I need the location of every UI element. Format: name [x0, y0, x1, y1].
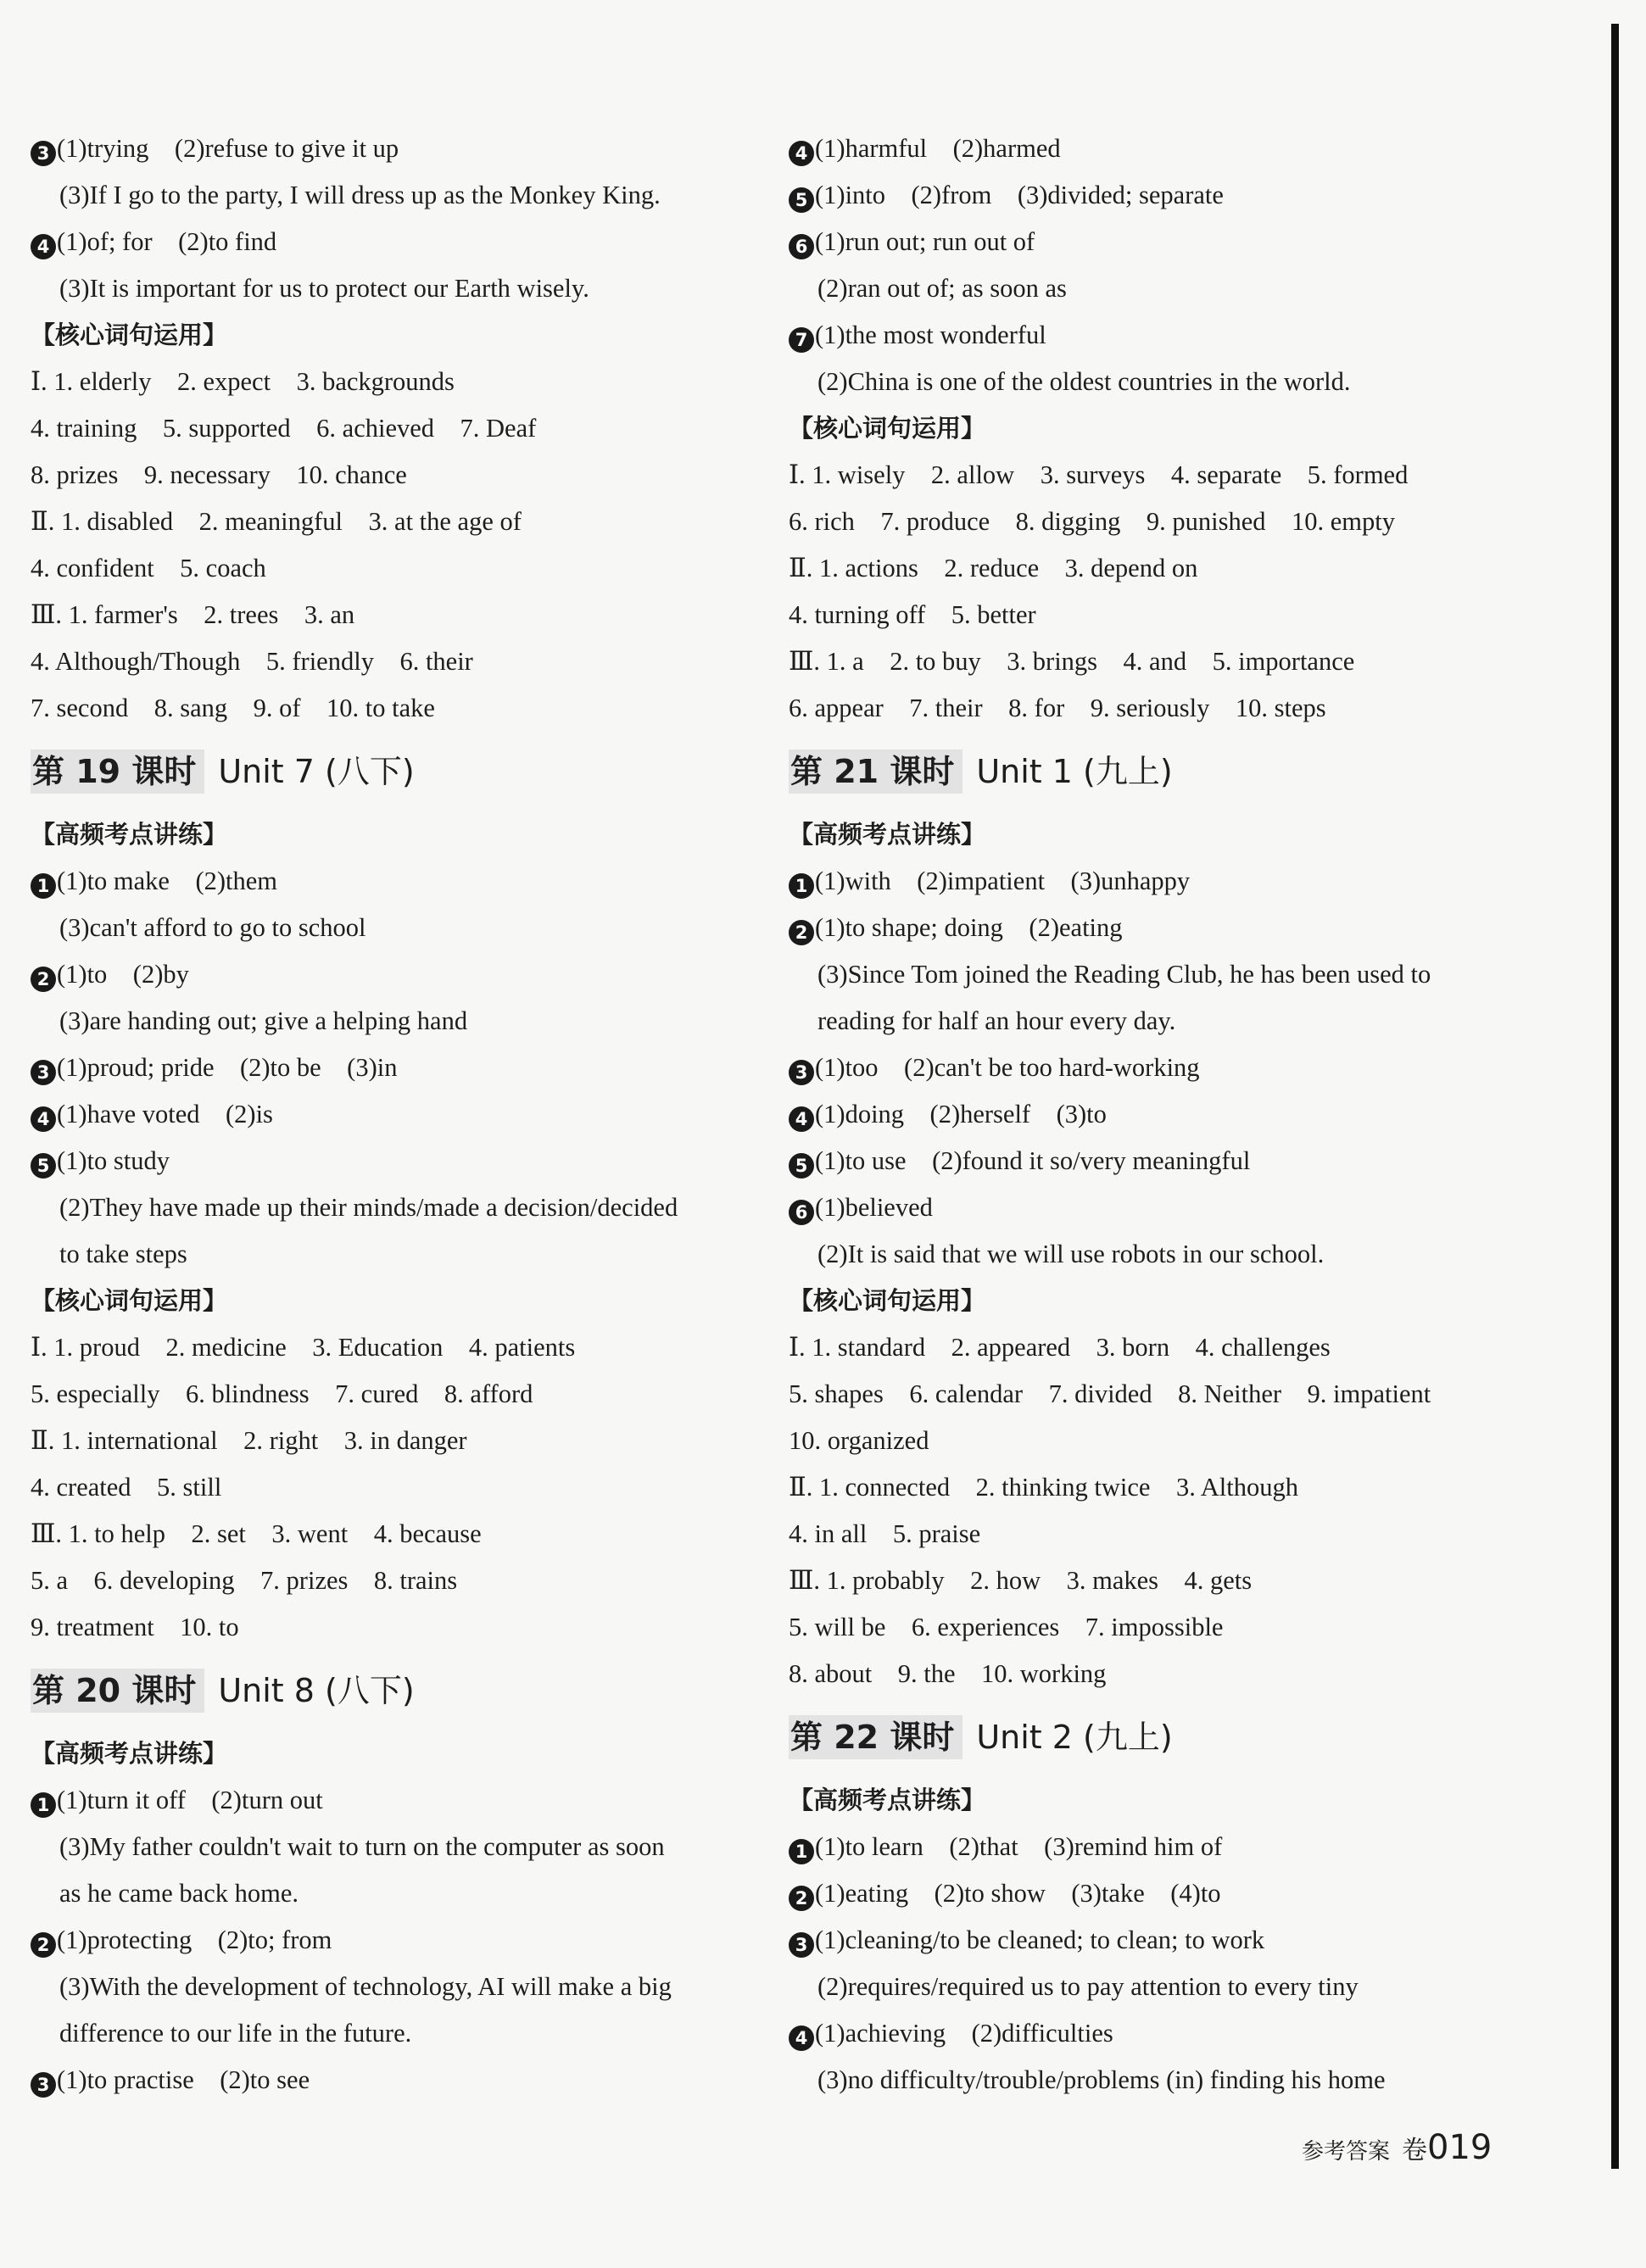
answer-text: (1)to study: [57, 1146, 170, 1175]
answer-line: [31, 172, 777, 219]
item-number-badge: 2: [31, 1932, 56, 1958]
answer-line: [31, 1371, 777, 1418]
answer-line: [31, 1917, 777, 1964]
answer-text: (2)China is one of the oldest countries in the world.: [817, 367, 1351, 396]
answer-line: [789, 1371, 1535, 1418]
answer-line: [789, 2010, 1535, 2057]
answer-line: [31, 1418, 777, 1464]
item-number-badge: 4: [31, 234, 56, 259]
answer-text: 4. turning off 5. better: [789, 600, 1036, 629]
answer-text: (1)into (2)from (3)divided; separate: [815, 181, 1224, 209]
footer-label: 参考答案: [1302, 2139, 1391, 2165]
answer-line: [31, 1464, 777, 1511]
answer-text: Ⅲ. 1. probably 2. how 3. makes 4. gets: [789, 1566, 1253, 1595]
answer-text: (1)to practise (2)to see: [57, 2065, 310, 2094]
answer-line: [31, 1824, 777, 1870]
answer-text: (1)proud; pride (2)to be (3)in: [57, 1053, 398, 1082]
answer-text: (1)trying (2)refuse to give it up: [57, 134, 399, 163]
answer-text: 10. organized: [789, 1426, 929, 1455]
answer-line: [31, 951, 777, 998]
answer-line: [789, 905, 1535, 951]
answer-text: 8. about 9. the 10. working: [789, 1659, 1107, 1688]
answer-text: (3)are handing out; give a helping hand: [59, 1006, 468, 1035]
item-number-badge: 1: [31, 873, 56, 899]
item-number-badge: 5: [789, 1153, 814, 1179]
answer-text: 6. rich 7. produce 8. digging 9. punished 10. empty: [789, 507, 1395, 536]
answer-text: Ⅱ. 1. connected 2. thinking twice 3. Although: [789, 1473, 1298, 1502]
answer-line: [789, 265, 1535, 312]
answer-line: [789, 1604, 1535, 1651]
lesson-number: 第 19 课时: [31, 749, 204, 794]
answer-line: [31, 592, 777, 638]
answer-line: [31, 1184, 777, 1231]
answer-line: [31, 998, 777, 1045]
answer-text: (2)They have made up their minds/made a decision/decided: [59, 1193, 678, 1222]
answer-text: (3)With the development of technology, AI will make a big: [59, 1972, 672, 2001]
section-heading: 【高频考点讲练】: [31, 820, 228, 849]
answer-text: (1)of; for (2)to find: [57, 227, 277, 256]
answer-text: (1)cleaning/to be cleaned; to clean; to work: [815, 1925, 1265, 1954]
lesson-number: 第 20 课时: [31, 1669, 204, 1713]
answer-line: [789, 125, 1535, 172]
answer-line: [789, 858, 1535, 905]
answer-text: (2)It is said that we will use robots in our school.: [817, 1240, 1325, 1268]
answer-line: [31, 405, 777, 452]
answer-text: (1)too (2)can't be too hard-working: [815, 1053, 1200, 1082]
answer-text: (2)requires/required us to pay attention to every tiny: [817, 1972, 1359, 2001]
answer-line: [31, 685, 777, 732]
section-heading: 【核心词句运用】: [31, 320, 228, 349]
answer-line: [31, 265, 777, 312]
item-number-badge: 1: [789, 1839, 814, 1864]
answer-line: [31, 638, 777, 685]
answer-text: (2)ran out of; as soon as: [817, 274, 1067, 303]
answer-text: (1)to use (2)found it so/very meaningful: [815, 1146, 1251, 1175]
item-number-badge: 6: [789, 234, 814, 259]
answer-line: [31, 1558, 777, 1604]
answer-text: (3)Since Tom joined the Reading Club, he has been used to: [817, 960, 1431, 989]
item-number-badge: 3: [31, 141, 56, 166]
item-number-badge: 3: [789, 1060, 814, 1085]
answer-line: [789, 1558, 1535, 1604]
answer-line: [789, 1824, 1535, 1870]
answer-text: 9. treatment 10. to: [31, 1613, 239, 1641]
answer-text: Ⅲ. 1. to help 2. set 3. went 4. because: [31, 1519, 482, 1548]
answer-line: [789, 951, 1535, 998]
item-number-badge: 6: [789, 1200, 814, 1225]
section-heading: 【核心词句运用】: [789, 1286, 986, 1315]
lesson-heading: [31, 1651, 777, 1730]
section-heading: 【高频考点讲练】: [789, 1786, 986, 1814]
answer-line: [789, 638, 1535, 685]
answer-line: [789, 592, 1535, 638]
answer-line: [31, 1138, 777, 1184]
answer-text: (1)to learn (2)that (3)remind him of: [815, 1832, 1223, 1861]
answer-text: Ⅱ. 1. actions 2. reduce 3. depend on: [789, 554, 1198, 582]
answer-text: (3)no difficulty/trouble/problems (in) finding his home: [817, 2065, 1386, 2094]
answer-line: [31, 359, 777, 405]
answer-line: [31, 905, 777, 951]
answer-text: (1)have voted (2)is: [57, 1100, 273, 1128]
answer-line: [789, 1418, 1535, 1464]
answer-text: 4. training 5. supported 6. achieved 7. Deaf: [31, 414, 537, 443]
answer-text: to take steps: [59, 1240, 187, 1268]
answer-text: 5. especially 6. blindness 7. cured 8. afford: [31, 1379, 533, 1408]
answer-text: Ⅲ. 1. a 2. to buy 3. brings 4. and 5. importance: [789, 647, 1355, 676]
page-footer: [1302, 2128, 1492, 2167]
answer-text: (3)If I go to the party, I will dress up as the Monkey King.: [59, 181, 661, 209]
item-number-badge: 5: [31, 1153, 56, 1179]
answer-line: [31, 1870, 777, 1917]
page-number: 019: [1427, 2128, 1493, 2167]
answer-text: Ⅰ. 1. standard 2. appeared 3. born 4. challenges: [789, 1333, 1331, 1362]
answer-text: 5. will be 6. experiences 7. impossible: [789, 1613, 1224, 1641]
answer-line: [31, 1777, 777, 1824]
section-heading: 【高频考点讲练】: [789, 820, 986, 849]
right-column: [789, 125, 1535, 2104]
answer-line: [789, 1917, 1535, 1964]
item-number-badge: 4: [31, 1106, 56, 1132]
answer-line: [789, 1511, 1535, 1558]
answer-line: [789, 1870, 1535, 1917]
answer-line: [789, 359, 1535, 405]
answer-line: [789, 1651, 1535, 1697]
answer-line: [31, 1045, 777, 1091]
lesson-heading: [789, 1697, 1535, 1777]
answer-line: [789, 1045, 1535, 1091]
answer-line: [789, 312, 1535, 359]
answer-line: [789, 1231, 1535, 1278]
answer-text: Ⅲ. 1. farmer's 2. trees 3. an: [31, 600, 355, 629]
answer-line: [789, 499, 1535, 545]
answer-text: (1)harmful (2)harmed: [815, 134, 1061, 163]
lesson-unit: Unit 8 (八下): [218, 1672, 415, 1709]
item-number-badge: 4: [789, 141, 814, 166]
footer-prefix: 卷: [1402, 2136, 1428, 2165]
answer-text: 4. Although/Though 5. friendly 6. their: [31, 647, 473, 676]
item-number-badge: 3: [789, 1932, 814, 1958]
item-number-badge: 4: [789, 2026, 814, 2051]
lesson-heading: [31, 732, 777, 811]
answer-text: (1)to shape; doing (2)eating: [815, 913, 1123, 942]
answer-text: (1)eating (2)to show (3)take (4)to: [815, 1879, 1221, 1908]
answer-line: [789, 545, 1535, 592]
answer-text: (1)to make (2)them: [57, 867, 278, 895]
item-number-badge: 2: [789, 920, 814, 945]
answer-text: Ⅱ. 1. disabled 2. meaningful 3. at the age of: [31, 507, 522, 536]
item-number-badge: 4: [789, 1106, 814, 1132]
answer-line: [31, 1231, 777, 1278]
page-edge-bar: [1611, 24, 1619, 2169]
answer-line: [31, 452, 777, 499]
answer-line: [789, 1184, 1535, 1231]
lesson-number: 第 22 课时: [789, 1715, 962, 1759]
answer-line: [31, 858, 777, 905]
answer-text: (1)run out; run out of: [815, 227, 1035, 256]
lesson-number: 第 21 课时: [789, 749, 962, 794]
item-number-badge: 5: [789, 187, 814, 213]
item-number-badge: 1: [789, 873, 814, 899]
answer-line: [31, 219, 777, 265]
answer-line: [789, 1091, 1535, 1138]
answer-text: 7. second 8. sang 9. of 10. to take: [31, 694, 435, 722]
answer-line: [789, 1464, 1535, 1511]
lesson-unit: Unit 7 (八下): [218, 753, 415, 790]
answer-text: as he came back home.: [59, 1879, 299, 1908]
answer-text: (1)protecting (2)to; from: [57, 1925, 332, 1954]
answer-text: (1)the most wonderful: [815, 320, 1046, 349]
answer-text: (1)with (2)impatient (3)unhappy: [815, 867, 1191, 895]
answer-line: [31, 1324, 777, 1371]
answer-text: (1)achieving (2)difficulties: [815, 2019, 1113, 2048]
answer-text: 4. created 5. still: [31, 1473, 222, 1502]
answer-text: (3)It is important for us to protect our Earth wisely.: [59, 274, 589, 303]
item-number-badge: 3: [31, 2072, 56, 2098]
answer-text: (1)believed: [815, 1193, 933, 1222]
answer-text: 5. shapes 6. calendar 7. divided 8. Neither 9. impatient: [789, 1379, 1431, 1408]
answer-text: (1)turn it off (2)turn out: [57, 1786, 323, 1814]
answer-line: [31, 1604, 777, 1651]
answer-line: [789, 1138, 1535, 1184]
answer-text: 8. prizes 9. necessary 10. chance: [31, 460, 407, 489]
answer-line: [31, 125, 777, 172]
answer-line: [789, 1324, 1535, 1371]
answer-text: 6. appear 7. their 8. for 9. seriously 10. steps: [789, 694, 1326, 722]
item-number-badge: 2: [789, 1886, 814, 1911]
answer-text: (3)can't afford to go to school: [59, 913, 366, 942]
lesson-unit: Unit 2 (九上): [976, 1719, 1173, 1756]
answer-text: difference to our life in the future.: [59, 2019, 412, 2048]
answer-line: [789, 172, 1535, 219]
answer-line: [789, 452, 1535, 499]
section-heading: 【核心词句运用】: [31, 1286, 228, 1315]
answer-text: Ⅰ. 1. elderly 2. expect 3. backgrounds: [31, 367, 455, 396]
answer-text: (1)to (2)by: [57, 960, 189, 989]
answer-text: (1)doing (2)herself (3)to: [815, 1100, 1107, 1128]
item-number-badge: 3: [31, 1060, 56, 1085]
answer-line: [31, 499, 777, 545]
item-number-badge: 2: [31, 967, 56, 992]
answer-line: [31, 2057, 777, 2104]
lesson-heading: [789, 732, 1535, 811]
answer-text: (3)My father couldn't wait to turn on the computer as soon: [59, 1832, 665, 1861]
answer-text: reading for half an hour every day.: [817, 1006, 1176, 1035]
answer-line: [31, 545, 777, 592]
answer-text: Ⅰ. 1. wisely 2. allow 3. surveys 4. separate 5. formed: [789, 460, 1409, 489]
answer-text: 5. a 6. developing 7. prizes 8. trains: [31, 1566, 458, 1595]
answer-line: [789, 2057, 1535, 2104]
answer-text: 4. in all 5. praise: [789, 1519, 981, 1548]
answer-line: [789, 1964, 1535, 2010]
answer-text: 4. confident 5. coach: [31, 554, 266, 582]
answer-line: [789, 998, 1535, 1045]
answer-line: [789, 685, 1535, 732]
item-number-badge: 7: [789, 327, 814, 353]
lesson-unit: Unit 1 (九上): [976, 753, 1173, 790]
answer-line: [31, 2010, 777, 2057]
answer-line: [31, 1091, 777, 1138]
answer-line: [31, 1511, 777, 1558]
section-heading: 【高频考点讲练】: [31, 1739, 228, 1768]
answer-text: Ⅱ. 1. international 2. right 3. in danger: [31, 1426, 467, 1455]
left-column: [31, 125, 777, 2104]
item-number-badge: 1: [31, 1792, 56, 1818]
section-heading: 【核心词句运用】: [789, 414, 986, 443]
answer-line: [789, 219, 1535, 265]
answer-text: Ⅰ. 1. proud 2. medicine 3. Education 4. patients: [31, 1333, 576, 1362]
answer-line: [31, 1964, 777, 2010]
